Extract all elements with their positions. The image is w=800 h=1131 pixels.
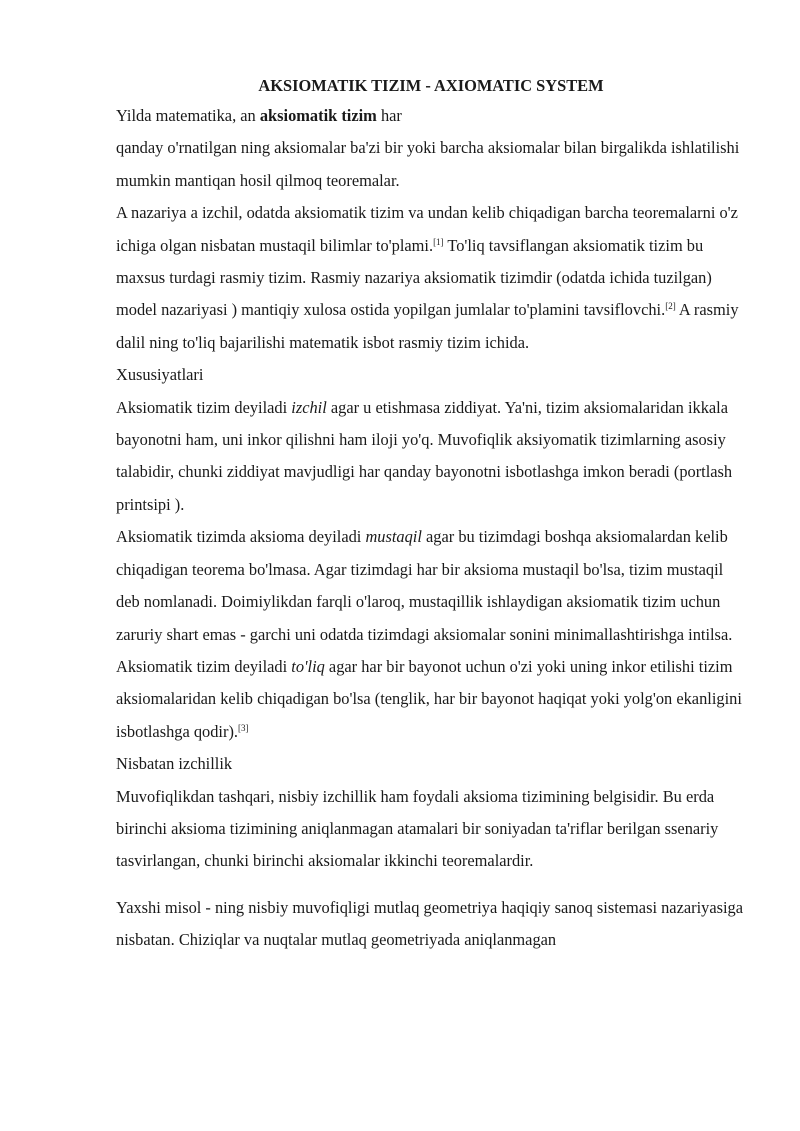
- intro-text-a: Yilda matematika, an: [116, 106, 260, 125]
- document-page: [116, 74, 746, 957]
- relative-paragraph: Muvofiqlikdan tashqari, nisbiy izchillik ham foydali aksioma tizimining belgisidir. Bu erda birinchi aksioma tizimining aniqlanmagan atamalari bir soniyadan ta'riflar berilgan ssenariy tasvirlangan, chunki birinchi aksiomalar ikkinchi teoremalardir.: [116, 786, 719, 871]
- theory-text-a: A nazariya a izchil, odatda aksiomatik tizim va undan kelib chiqadigan barcha teoremalarni o'z ichiga olgan nisbatan mustaqil bilimlar to'plami.: [116, 203, 738, 255]
- independent-text-a: Aksiomatik tizimda aksioma deyiladi: [116, 527, 366, 547]
- independent-term: mustaqil: [365, 527, 422, 547]
- complete-paragraph: [116, 651, 746, 748]
- consistent-paragraph: [116, 392, 746, 522]
- theory-text-b: To'liq tavsiflangan aksiomatik tizim bu maxsus turdagi rasmiy tizim. Rasmiy nazariya aksiomatik tizimdir (odatda ichida tuzilgan) model nazariyasi ) mantiqiy xulosa ostida yopilgan jumlalar to'plamini tavsiflovchi.: [116, 235, 712, 320]
- document-title: AKSIOMATIK TIZIM - AXIOMATIC SYSTEM: [258, 76, 604, 95]
- complete-text-a: Aksiomatik tizim deyiladi: [116, 656, 292, 676]
- intro-paragraph-line1: [116, 100, 746, 132]
- footnote-ref-3[interactable]: [3]: [238, 722, 249, 733]
- intro-paragraph: qanday o'rnatilgan ning aksiomalar ba'zi bir yoki barcha aksiomalar bilan birgalikda ishlatilishi mumkin mantiqan hosil qilmoq teoremalar.: [116, 138, 740, 190]
- theory-text-c: A rasmiy dalil ning to'liq bajarilishi matematik isbot rasmiy tizim ichida.: [116, 300, 739, 352]
- intro-bold-term: aksiomatik tizim: [259, 106, 377, 125]
- footnote-ref-2[interactable]: [2]: [665, 301, 676, 312]
- independent-paragraph: [116, 521, 746, 651]
- footnote-ref-1[interactable]: [1]: [433, 236, 444, 247]
- complete-term: to'liq: [291, 656, 325, 676]
- intro-text-b: har: [376, 106, 402, 125]
- theory-paragraph: [116, 197, 746, 359]
- consistent-text-b: agar u etishmasa ziddiyat. Ya'ni, tizim aksiomalaridan ikkala bayonotni ham, uni inkor qilishni ham iloji yo'q. Muvofiqlik aksiyomatik tizimlarning asosiy talabidir, chunki ziddiyat mavjudligi har qanday bayonotni isbotlashga imkon beradi (portlash printsipi ).: [116, 397, 733, 514]
- example-paragraph: Yaxshi misol - ning nisbiy muvofiqligi mutlaq geometriya haqiqiy sanoq sistemasi nazariyasiga nisbatan. Chiziqlar va nuqtalar mutlaq geometriyada aniqlanmagan: [116, 897, 744, 950]
- section-heading-properties: Xususiyatlari: [116, 365, 204, 385]
- consistent-term: izchil: [291, 397, 327, 417]
- complete-text-b: agar har bir bayonot uchun o'zi yoki uning inkor etilishi tizim aksiomalaridan kelib chiqadigan bo'lsa (tenglik, har bir bayonot haqiqat yoki yolg'on ekanligini isbotlashga qodir).: [116, 656, 742, 741]
- paragraph-gap: [116, 878, 746, 892]
- section-heading-relative: Nisbatan izchillik: [116, 754, 233, 774]
- independent-text-b: agar bu tizimdagi boshqa aksiomalardan kelib chiqadigan teorema bo'lmasa. Agar tizimdagi har bir aksioma mustaqil bo'lsa, tizim mustaqil deb nomlanadi. Doimiylikdan farqli o'laroq, mustaqillik ishlaydigan aksiomatik tizim uchun zaruriy shart emas - garchi uni odatda tizimdagi aksiomalar sonini minimallashtirishga intilsa.: [116, 527, 733, 644]
- consistent-text-a: Aksiomatik tizim deyiladi: [116, 397, 292, 417]
